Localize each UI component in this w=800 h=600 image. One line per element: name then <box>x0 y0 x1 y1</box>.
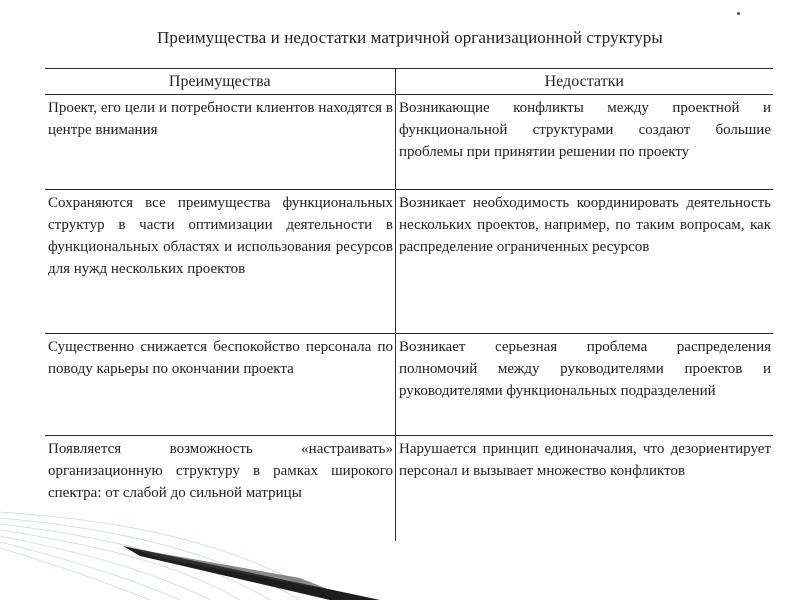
disadvantage-cell: Возникает серьезная проблема распределения полномочий между руководителями проектов и руководителями функциональных подразделений <box>395 334 773 435</box>
table-row <box>45 436 773 541</box>
page-title: Преимущества и недостатки матричной организационной структуры <box>157 28 663 47</box>
table-row <box>45 334 773 436</box>
table-row <box>45 190 773 334</box>
comparison-table <box>45 68 773 541</box>
header-advantages: Преимущества <box>168 73 271 90</box>
disadvantage-cell: Возникающие конфликты между проектной и функциональной структурами создают большие проблемы при принятии решении по проекту <box>395 95 773 189</box>
decorative-dot <box>737 12 740 15</box>
disadvantage-cell: Нарушается принцип единоначалия, что дезориентирует персонал и вызывает множество конфликтов <box>395 436 773 541</box>
disadvantage-cell: Возникает необходимость координировать деятельность нескольких проектов, например, по таким вопросам, как распределение ограниченных ресурсов <box>395 190 773 333</box>
header-disadvantages: Недостатки <box>395 69 773 94</box>
advantage-cell: Сохраняются все преимущества функциональных структур в части оптимизации деятельности в функциональных областях и использования ресурсов для нужд нескольких проектов <box>48 195 393 277</box>
table-row <box>45 95 773 190</box>
advantage-cell: Проект, его цели и потребности клиентов находятся в центре внимания <box>48 100 393 138</box>
advantage-cell: Появляется возможность «настраивать» организационную структуру в рамках широкого спектра: от слабой до сильной матрицы <box>48 441 393 501</box>
advantage-cell: Существенно снижается беспокойство персонала по поводу карьеры по окончании проекта <box>48 339 393 377</box>
table-header <box>45 69 773 95</box>
